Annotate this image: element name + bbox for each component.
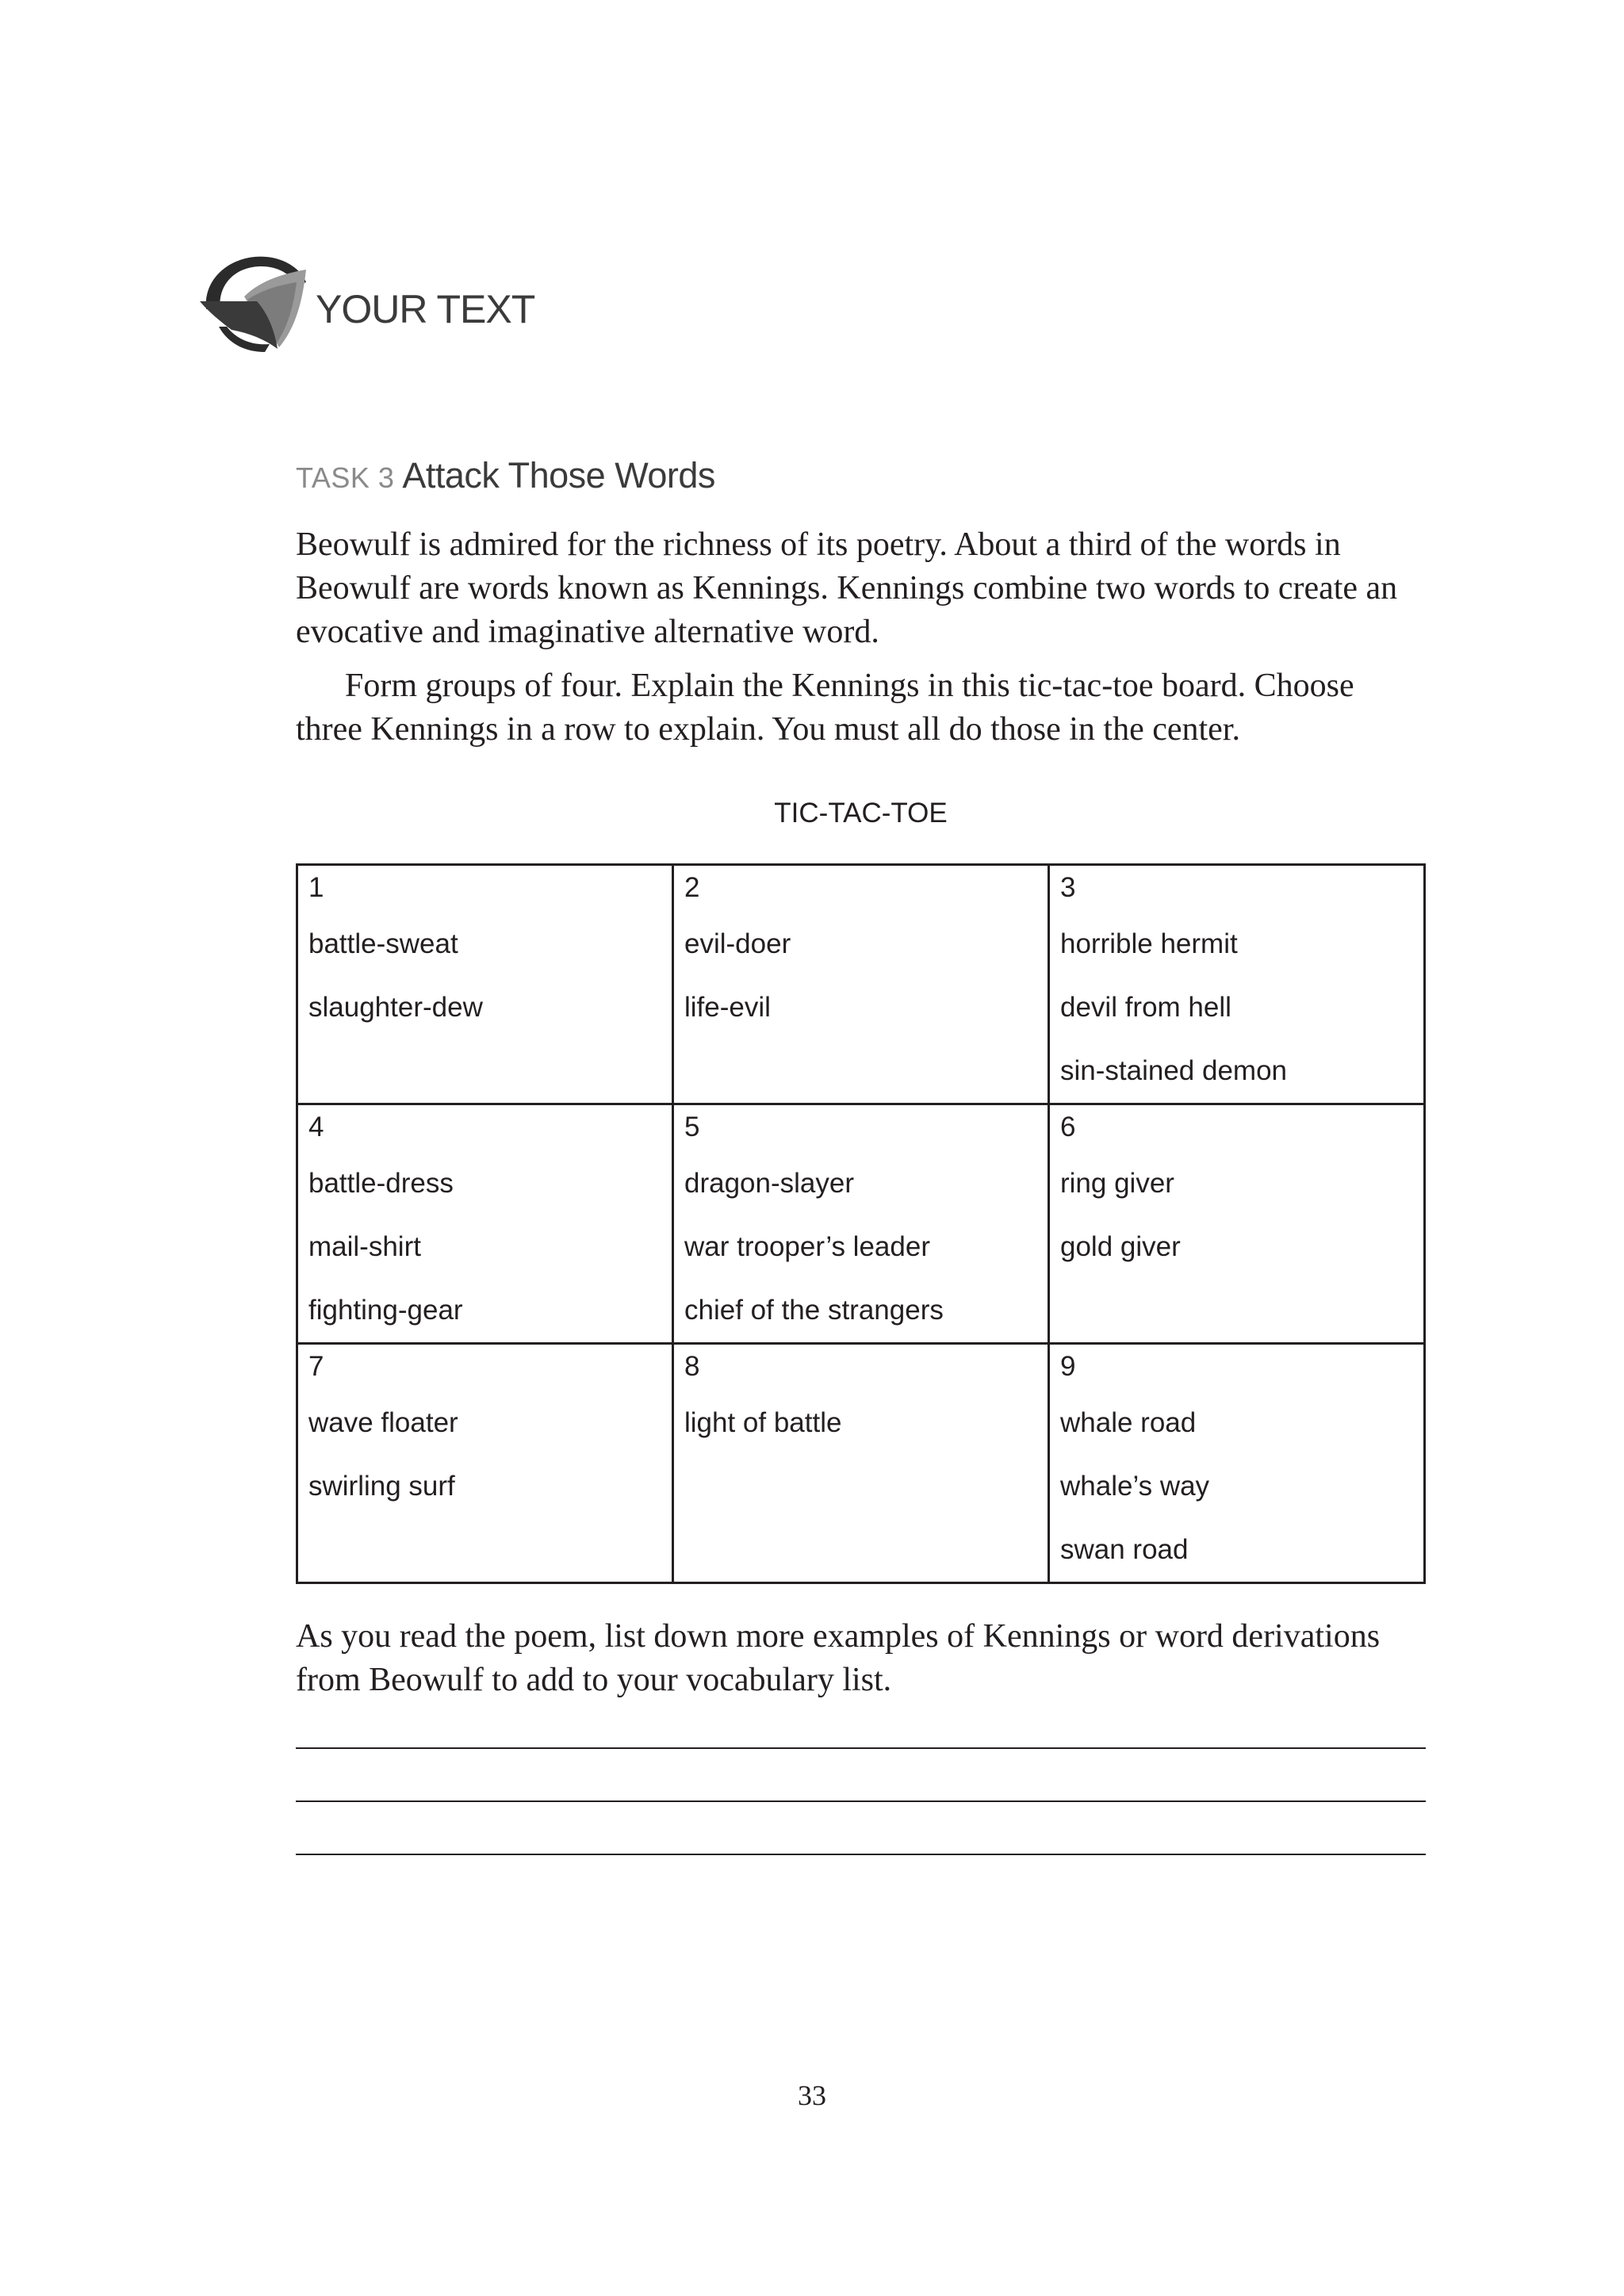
kenning: whale road <box>1060 1407 1197 1438</box>
cell-number: 4 <box>308 1112 324 1142</box>
vocabulary-paragraph: As you read the poem, list down more examples of Kennings or word derivations from Beowulf to add to your vocabulary list. <box>296 1618 1381 1698</box>
kenning <box>684 1518 1038 1582</box>
task-label: TASK 3 <box>296 461 395 494</box>
tic-tac-toe-table <box>296 863 1426 1584</box>
table-row <box>297 1344 1425 1583</box>
section-header <box>197 251 534 354</box>
kenning <box>1060 1279 1414 1342</box>
kenning <box>308 1518 662 1582</box>
kenning: war trooper’s leader <box>684 1231 930 1262</box>
intro-paragraph: Beowulf is admired for the richness of its poetry. About a third of the words in Beowulf are words known as Kennings. Kennings combine two words to create an evocative and imaginative alternative word. <box>296 526 1398 650</box>
answer-line <box>296 1800 1426 1802</box>
table-cell <box>673 1104 1049 1344</box>
kenning: horrible hermit <box>1060 928 1238 959</box>
kenning: mail-shirt <box>308 1231 421 1262</box>
cell-number: 6 <box>1060 1112 1076 1142</box>
kenning: whale’s way <box>1060 1471 1210 1502</box>
task-title: Attack Those Words <box>402 455 715 496</box>
table-caption: TIC-TAC-TOE <box>774 798 948 828</box>
table-cell <box>1049 1344 1425 1583</box>
table-cell <box>297 865 673 1104</box>
kenning: life-evil <box>684 992 771 1023</box>
table-cell <box>297 1104 673 1344</box>
cell-number: 9 <box>1060 1351 1076 1382</box>
table-cell <box>673 865 1049 1104</box>
kenning <box>684 1039 1038 1103</box>
table-cell <box>297 1344 673 1583</box>
kenning: devil from hell <box>1060 992 1231 1023</box>
task-heading <box>296 455 715 496</box>
cell-number: 1 <box>308 872 324 903</box>
instructions-paragraph: Form groups of four. Explain the Kennings in this tic-tac-toe board. Choose three Kennings in a row to explain. You must all do those in the center. <box>296 668 1354 748</box>
kenning: swirling surf <box>308 1471 455 1502</box>
cell-number: 8 <box>684 1351 700 1382</box>
kenning: wave floater <box>308 1407 458 1438</box>
cell-number: 7 <box>308 1351 324 1382</box>
kenning: swan road <box>1060 1534 1189 1565</box>
kenning: sin-stained demon <box>1060 1055 1287 1086</box>
kenning: dragon-slayer <box>684 1168 854 1199</box>
kenning <box>684 1455 1038 1518</box>
kenning: gold giver <box>1060 1231 1181 1262</box>
kenning: battle-dress <box>308 1168 454 1199</box>
kenning: battle-sweat <box>308 928 458 959</box>
kenning: chief of the strangers <box>684 1295 944 1326</box>
table-row <box>297 1104 1425 1344</box>
answer-line <box>296 1854 1426 1855</box>
kenning: light of battle <box>684 1407 842 1438</box>
kenning <box>308 1039 662 1103</box>
kenning: evil-doer <box>684 928 791 959</box>
table-cell <box>673 1344 1049 1583</box>
kenning: fighting-gear <box>308 1295 463 1326</box>
table-cell <box>1049 865 1425 1104</box>
open-book-icon <box>197 251 311 354</box>
table-row <box>297 865 1425 1104</box>
kenning: slaughter-dew <box>308 992 483 1023</box>
kenning: ring giver <box>1060 1168 1174 1199</box>
table-cell <box>1049 1104 1425 1344</box>
cell-number: 5 <box>684 1112 700 1142</box>
section-title: YOUR TEXT <box>316 287 535 331</box>
answer-line <box>296 1747 1426 1749</box>
cell-number: 3 <box>1060 872 1076 903</box>
cell-number: 2 <box>684 872 700 903</box>
page-number: 33 <box>798 2080 826 2111</box>
